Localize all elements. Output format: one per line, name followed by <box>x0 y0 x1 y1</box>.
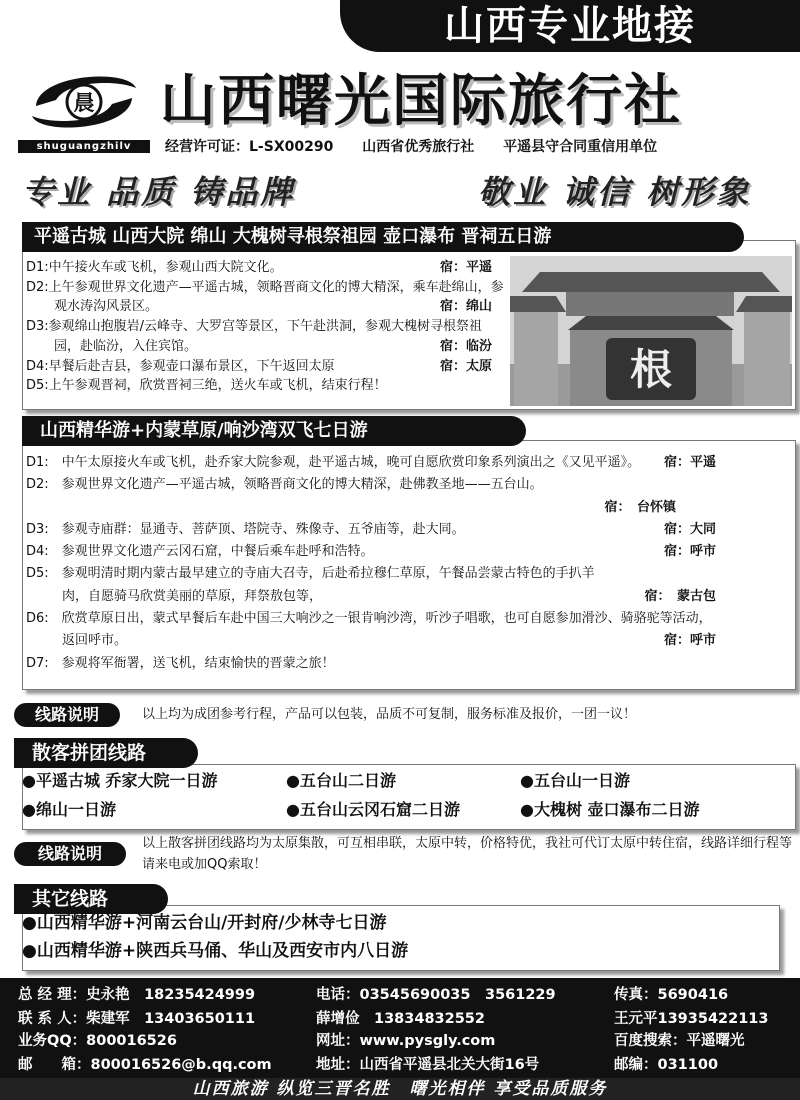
slogan-left: 专业 品质 铸品牌 <box>22 173 296 211</box>
other-routes-title: 其它线路 <box>14 884 168 914</box>
manager: 总 经 理：史永艳 18235424999 <box>18 987 256 1003</box>
group-tours-title: 散客拼团线路 <box>14 738 198 768</box>
route-note-label: 线路说明 <box>14 703 120 727</box>
top-banner: 山西专业地接 <box>340 0 800 52</box>
phone: 电话：03545690035 3561229 <box>316 987 556 1003</box>
contact-panel <box>0 978 800 1078</box>
license-honor-2: 平遥县守合同重信用单位 <box>503 139 658 155</box>
day-text: D3:参观绵山抱腹岩/云峰寺、大罗宫等景区，下午赴洪洞，参观大槐树寻根祭祖园，赴临汾，入住宾馆。 <box>26 319 483 354</box>
itinerary-day <box>26 474 716 496</box>
day-stay: 宿：太原 <box>439 358 492 374</box>
day-text: D2: 参观世界文化遗产—平遥古城，领略晋商文化的博大精深，赴佛教圣地——五台山。 <box>26 477 543 493</box>
itinerary-day <box>26 497 716 519</box>
postcode: 邮编：031100 <box>614 1057 719 1073</box>
day-text: D1:中午接火车或飞机，参观山西大院文化。 <box>26 260 283 275</box>
group-tour-item: ●大槐树 壶口瀑布二日游 <box>520 800 700 819</box>
day-stay: 宿： 台怀镇 <box>604 499 676 515</box>
contact-person: 联 系 人：柴建军 13403650111 <box>18 1011 256 1027</box>
company-name: 山西曙光国际旅行社 <box>160 69 682 134</box>
itinerary-day <box>26 608 716 653</box>
day-text: D1: 中午太原接火车或飞机，赴乔家大院参观，赴平遥古城，晚可自愿欣赏印象系列演出之《又见平遥》。 <box>26 455 641 470</box>
day-text: D2:上午参观世界文化遗产—平遥古城，领略晋商文化的博大精深，乘车赴绵山，参观水涛沟风景区。 <box>26 279 504 315</box>
route1-photo <box>510 256 792 406</box>
route1-title: 平遥古城 山西大院 绵山 大槐树寻根祭祖园 壶口瀑布 晋祠五日游 <box>22 222 744 252</box>
contact-person-2: 薛增俭 13834832552 <box>316 1011 485 1027</box>
business-qq: 业务QQ：800016526 <box>18 1033 177 1049</box>
company-logo <box>28 66 140 138</box>
day-stay: 宿：平遥 <box>439 260 492 275</box>
itinerary-day <box>26 258 506 278</box>
group-tour-item: ●五台山二日游 <box>286 771 396 790</box>
day-text: D6: 欣赏草原日出，蒙式早餐后车赴中国三大响沙之一银肯响沙湾，听沙子唱歌，也可自愿参加滑沙、骑骆驼等活动，返回呼市。 <box>26 611 712 649</box>
bottom-slogan: 山西旅游 纵览三晋名胜 曙光相伴 享受品质服务 <box>0 1078 800 1100</box>
group-note-label: 线路说明 <box>14 842 126 866</box>
day-text: D4:早餐后赴吉县，参观壶口瀑布景区，下午返回太原 <box>26 358 335 374</box>
itinerary-day <box>26 278 506 317</box>
group-note-text: 以上散客拼团线路均为太原集散，可互相串联，太原中转，价格特优，我社可代订太原中转住宿，线路详细行程等请来电或加QQ索取！ <box>142 836 793 872</box>
route2-title: 山西精华游+内蒙草原/响沙湾双飞七日游 <box>22 416 526 446</box>
contact-person-3: 王元平13935422113 <box>614 1011 769 1027</box>
day-text: D7: 参观将军衙署，送飞机，结束愉快的晋蒙之旅！ <box>26 655 335 671</box>
day-stay: 宿：呼市 <box>663 633 716 649</box>
other-route-item: ●山西精华游+陕西兵马俑、华山及西安市内八日游 <box>22 941 409 961</box>
day-text: D3: 参观寺庙群：显通寺、菩萨顶、塔院寺、殊像寺、五爷庙等，赴大同。 <box>26 521 465 537</box>
itinerary-day <box>26 317 506 356</box>
baidu-search: 百度搜索：平遥曙光 <box>614 1033 745 1049</box>
itinerary-day <box>26 357 506 377</box>
group-tour-item: ●平遥古城 乔家大院一日游 <box>22 771 218 790</box>
itinerary-day <box>26 563 716 608</box>
itinerary-day <box>26 653 716 675</box>
group-tour-item: ●绵山一日游 <box>22 800 116 819</box>
itinerary-day <box>26 452 716 474</box>
route1-itinerary <box>26 258 506 396</box>
license-honor-1: 山西省优秀旅行社 <box>362 139 475 155</box>
itinerary-day <box>26 519 716 541</box>
slogan-right: 敬业 诚信 树形象 <box>478 173 752 211</box>
day-stay: 宿：临汾 <box>439 338 492 354</box>
other-route-item: ●山西精华游+河南云台山/开封府/少林寺七日游 <box>22 913 387 933</box>
license-permit: 经营许可证：L-SX00290 <box>165 139 334 155</box>
route-note-text: 以上均为成团参考行程，产品可以包装，品质不可复制，服务标准及报价，一团一议！ <box>142 707 637 722</box>
group-tour-item: ●五台山一日游 <box>520 771 630 790</box>
day-stay: 宿：呼市 <box>663 544 716 560</box>
itinerary-day <box>26 376 506 396</box>
day-stay: 宿：平遥 <box>663 455 716 470</box>
itinerary-day <box>26 541 716 563</box>
day-text: D5: 参观明清时期内蒙古最早建立的寺庙大召寺，后赴希拉穆仁草原，午餐品尝蒙古特色的手扒羊肉，自愿骑马欣赏美丽的草原，拜祭敖包等， <box>26 566 595 604</box>
address: 地址：山西省平遥县北关大街16号 <box>316 1057 540 1073</box>
day-stay: 宿：大同 <box>663 521 716 537</box>
photo-sign-glyph: 根 <box>629 345 673 394</box>
day-text: D5:上午参观晋祠，欣赏晋祠三绝，送火车或飞机，结束行程！ <box>26 378 387 394</box>
day-stay: 宿：绵山 <box>439 299 492 315</box>
fax: 传真：5690416 <box>614 987 729 1003</box>
group-tour-item: ●五台山云冈石窟二日游 <box>286 800 460 819</box>
website-link[interactable]: 网址：www.pysgly.com <box>316 1033 496 1049</box>
day-stay: 宿： 蒙古包 <box>644 588 716 604</box>
route2-itinerary <box>26 452 716 675</box>
logo-subtitle: shuguangzhilv <box>18 140 150 153</box>
license-line <box>165 136 795 156</box>
email-link[interactable]: 邮 箱：800016526@b.qq.com <box>18 1057 272 1073</box>
day-text: D4: 参观世界文化遗产云冈石窟，中餐后乘车赴呼和浩特。 <box>26 544 374 560</box>
logo-glyph: 晨 <box>73 91 95 115</box>
